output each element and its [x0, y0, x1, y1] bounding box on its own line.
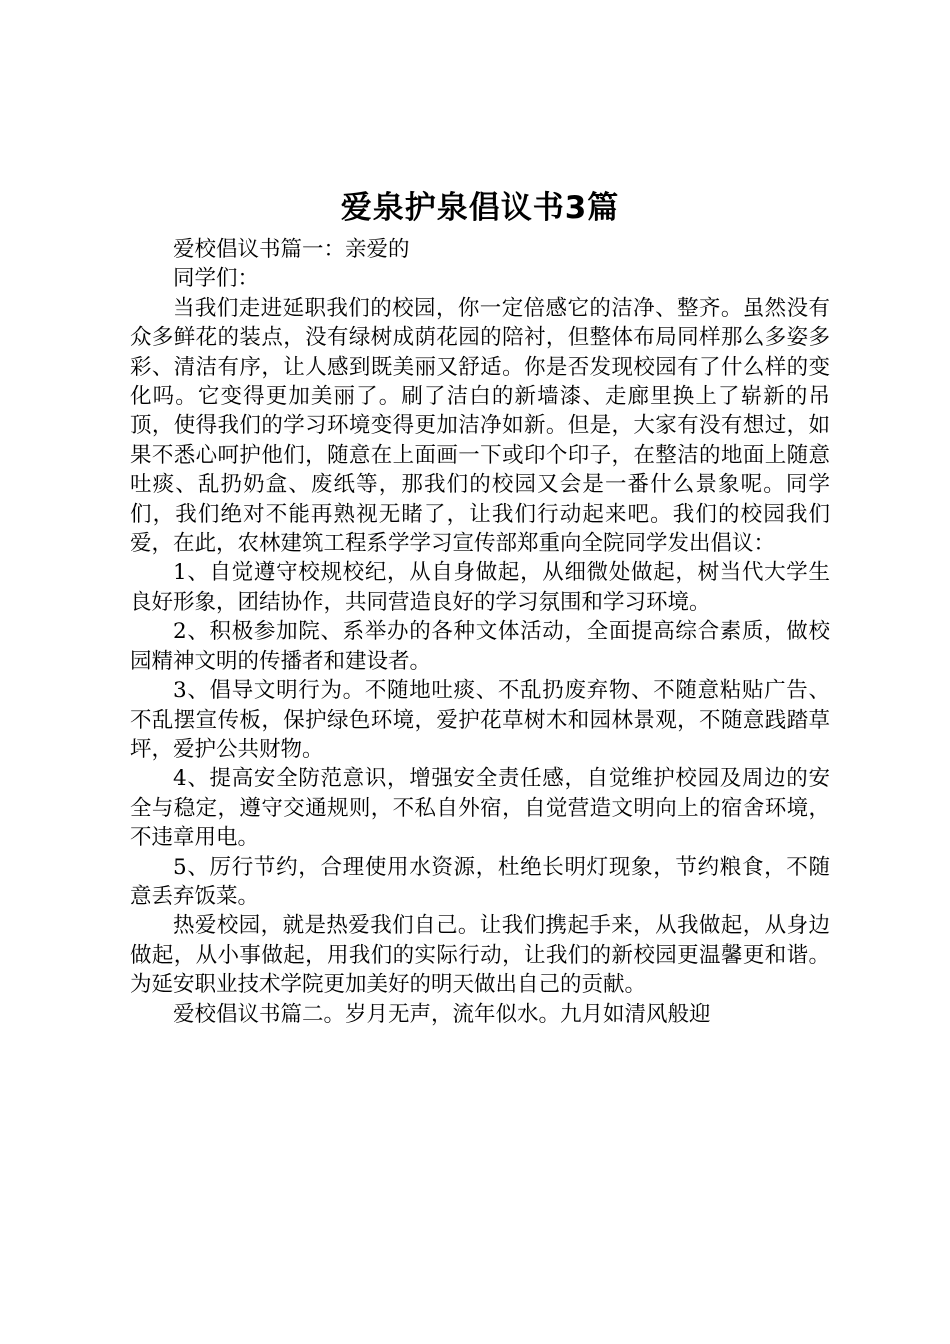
- paragraph-salutation: 同学们：: [173, 266, 260, 292]
- document-title: 爱泉护泉倡议书3篇: [340, 190, 620, 226]
- paragraph-item-3: 3、倡导文明行为。不随地吐痰、不乱扔废弃物、不随意粘贴广告、不乱摆宣传板，保护绿色环境，爱护花草树木和园林景观，不随意践踏草坪，爱护公共财物。: [130, 678, 830, 762]
- paragraph-item-4: 4、提高安全防范意识，增强安全责任感，自觉维护校园及周边的安全与稳定，遵守交通规则，不私自外宿，自觉营造文明向上的宿舍环境，不违章用电。: [130, 766, 830, 851]
- paragraph-closing: 热爱校园，就是热爱我们自己。让我们携起手来，从我做起，从身边做起，从小事做起，用我们的实际行动，让我们的新校园更温馨更和谐。为延安职业技术学院更加美好的明天做出自己的贡献。: [130, 913, 830, 998]
- document-body: [130, 235, 830, 1029]
- paragraph-section-two: 爱校倡议书篇二。岁月无声，流年似水。九月如清风般迎: [173, 1001, 711, 1027]
- paragraph-greeting: 爱校倡议书篇一：亲爱的: [173, 237, 410, 262]
- paragraph-item-5: 5、厉行节约，合理使用水资源，杜绝长明灯现象，节约粮食，不随意丢弃饭菜。: [130, 854, 830, 909]
- paragraph-item-1: 1、自觉遵守校规校纪，从自身做起，从细微处做起，树当代大学生良好形象，团结协作，共同营造良好的学习氛围和学习环境。: [130, 560, 830, 615]
- document-page: [130, 183, 830, 1029]
- paragraph-item-2: 2、积极参加院、系举办的各种文体活动，全面提高综合素质，做校园精神文明的传播者和建设者。: [130, 619, 830, 674]
- paragraph-intro: 当我们走进延职我们的校园，你一定倍感它的洁净、整齐。虽然没有众多鲜花的装点，没有绿树成荫花园的陪衬，但整体布局同样那么多姿多彩、清洁有序，让人感到既美丽又舒适。你是否发现校园有了什么样的变化吗。它变得更加美丽了。刷了洁白的新墙漆、走廊里换上了崭新的吊顶，使得我们的学习环境变得更加洁净如新。但是，大家有没有想过，如果不悉心呵护他们，随意在上面画一下或印个印子，在整洁的地面上随意吐痰、乱扔奶盒、废纸等，那我们的校园又会是一番什么景象呢。同学们，我们绝对不能再熟视无睹了，让我们行动起来吧。我们的校园我们爱，在此，农林建筑工程系学学习宣传部郑重向全院同学发出倡议：: [130, 295, 830, 557]
